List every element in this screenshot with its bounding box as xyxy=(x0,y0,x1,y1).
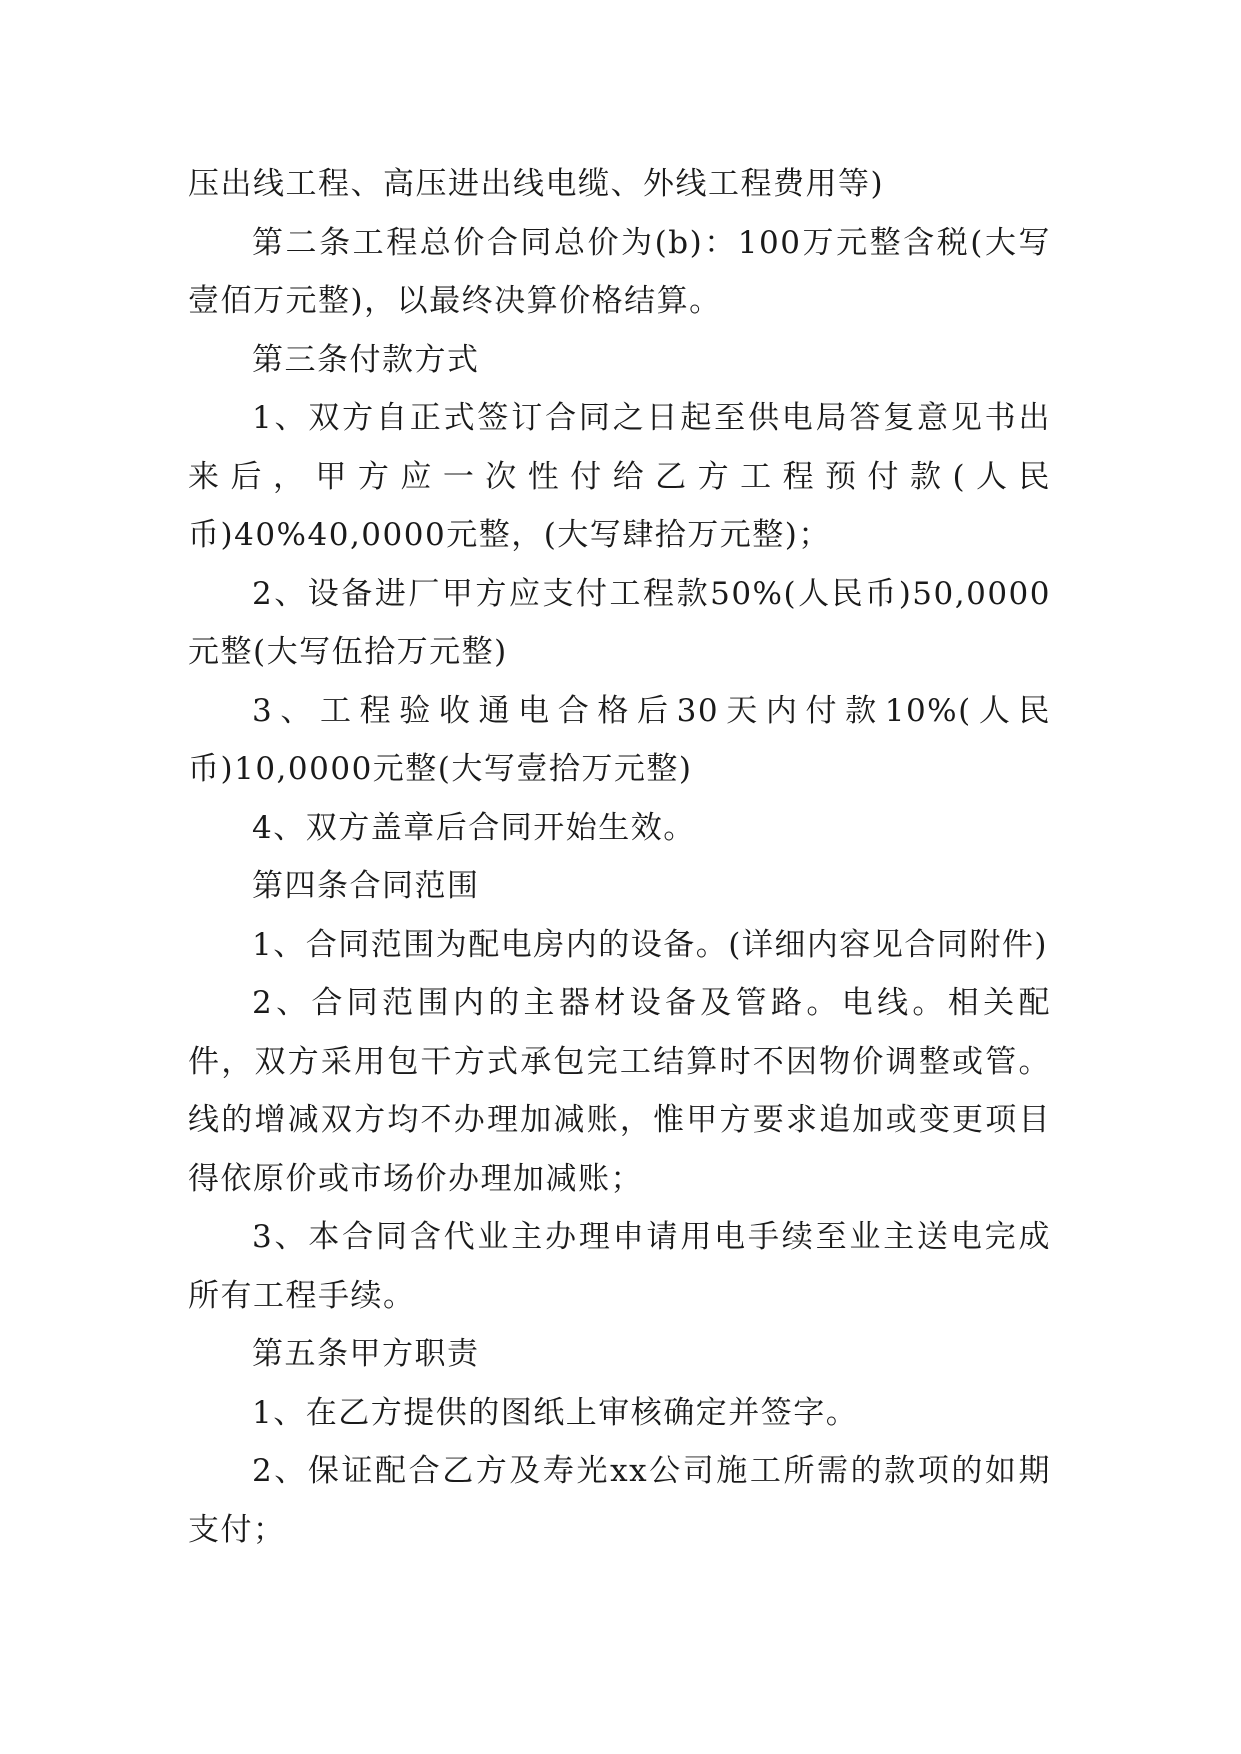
paragraph-duty-1: 1、在乙方提供的图纸上审核确定并签字。 xyxy=(252,1394,859,1431)
paragraph-scope-1: 1、合同范围为配电房内的设备。(详细内容见合同附件) xyxy=(252,926,1048,963)
heading-article-3: 第三条付款方式 xyxy=(252,341,480,378)
paragraph-payment-4: 4、双方盖章后合同开始生效。 xyxy=(252,809,696,846)
paragraph-duty-2: 2、保证配合乙方及寿光xx公司施工所需的款项的如期支付； xyxy=(188,1453,1051,1548)
paragraph-scope-2: 2、合同范围内的主器材设备及管路。电线。相关配件，双方采用包干方式承包完工结算时不因物价调整或管。线的增减双方均不办理加减账，惟甲方要求追加或变更项目得依原价或市场价办理加减账； xyxy=(188,985,1051,1197)
paragraph-payment-3: 3、工程验收通电合格后30天内付款10%(人民币)10,0000元整(大写壹拾万元整) xyxy=(188,692,1051,787)
paragraph-article-2: 第二条工程总价合同总价为(b)：100万元整含税(大写壹佰万元整)，以最终决算价格结算。 xyxy=(188,224,1051,319)
heading-article-4: 第四条合同范围 xyxy=(252,868,480,904)
paragraph-payment-2: 2、设备进厂甲方应支付工程款50%(人民币)50,0000元整(大写伍拾万元整) xyxy=(188,575,1051,670)
document-body xyxy=(188,155,1051,1559)
paragraph-scope-3: 3、本合同含代业主办理申请用电手续至业主送电完成所有工程手续。 xyxy=(188,1219,1051,1314)
paragraph-payment-1: 1、双方自正式签订合同之日起至供电局答复意见书出来后，甲方应一次性付给乙方工程预付款(人民币)40%40,0000元整，(大写肆拾万元整)； xyxy=(188,400,1051,553)
heading-article-5: 第五条甲方职责 xyxy=(252,1336,480,1372)
paragraph-continuation: 压出线工程、高压进出线电缆、外线工程费用等) xyxy=(188,166,885,202)
